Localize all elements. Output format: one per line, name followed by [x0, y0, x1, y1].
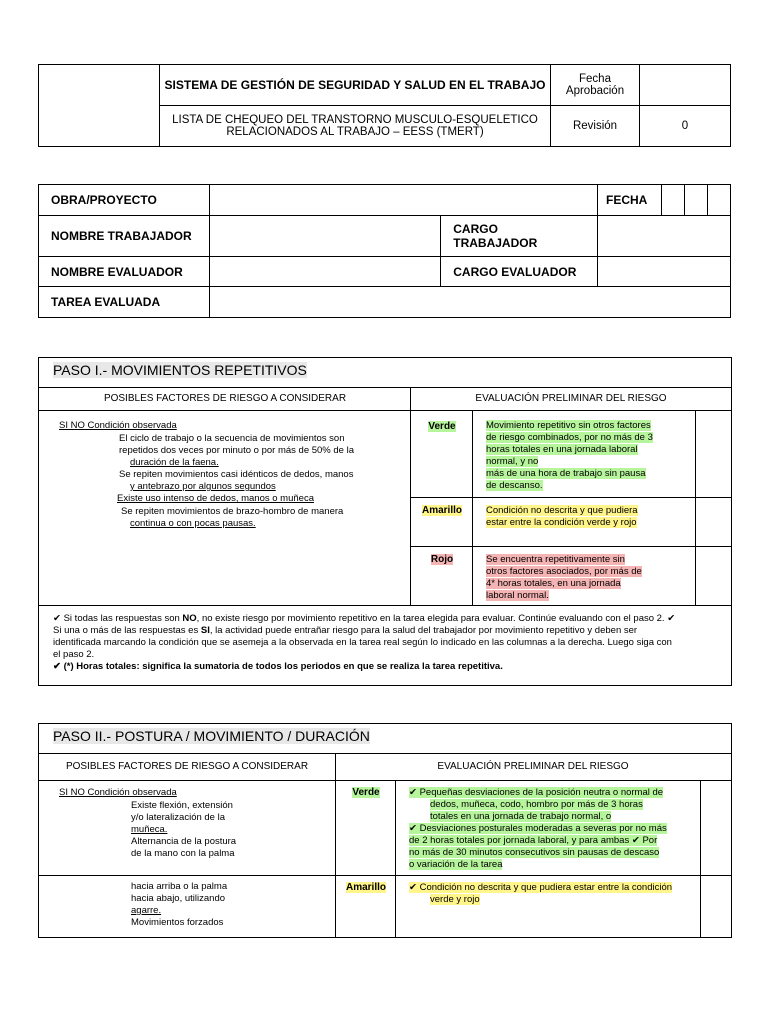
tarea-field[interactable] [209, 287, 730, 318]
paso1-item-1c: duración de la faena. [130, 457, 219, 468]
nombre-trabajador-label: NOMBRE TRABAJADOR [39, 216, 210, 257]
fecha-aprobacion-value[interactable] [640, 65, 731, 106]
paso1-item-4: Se repiten movimientos de brazo-hombro de manera [121, 506, 344, 517]
paso2-item-2: hacia arriba o la palma hacia abajo, utilizando agarre. Movimientos forzados [131, 881, 228, 928]
cargo-trabajador-label: CARGO TRABAJADOR [441, 216, 598, 257]
paso1-verde-text: Movimiento repetitivo sin otros factores de riesgo combinados, por no más de 3 horas totales en una jornada laboral normal, y no más de una hora de trabajo sin pausa de descanso. [486, 420, 653, 491]
fecha-label: FECHA [597, 185, 661, 216]
paso2-title: PASO II.- POSTURA / MOVIMIENTO / DURACIÓN [53, 728, 370, 744]
paso1-verde-label: Verde [428, 421, 456, 432]
paso2-amarillo-text: ✔ Condición no descrita y que pudiera estar entre la condición verde y rojo [409, 882, 673, 905]
fecha-day[interactable] [661, 185, 684, 216]
paso2-verde-label: Verde [352, 787, 380, 798]
fecha-aprobacion-label: Fecha Aprobación [551, 65, 640, 106]
paso1-condition-header: SI NO Condición observada [59, 420, 177, 431]
paso1-amarillo-label: Amarillo [421, 505, 462, 516]
paso1-amarillo-text: Condición no descrita y que pudiera estar entre la condición verde y rojo [486, 505, 638, 528]
paso1-col-left: POSIBLES FACTORES DE RIESGO A CONSIDERAR [103, 393, 347, 404]
paso1-item-1b: repetidos dos veces por minuto o por más de 50% de la [119, 445, 354, 456]
paso2-verde-text: ✔ Pequeñas desviaciones de la posición neutra o normal de dedos, muñeca, codo, hombro por más de 3 horas totales en una jornada de trabajo normal, o ✔ Desviaciones posturales moderadas a severas por no más de 2 horas totales por jornada laboral, y para ambas ✔ Por no más de 30 minutos consecutivos sin pausas de descaso o variación de la tarea [409, 787, 667, 870]
nombre-trabajador-field[interactable] [209, 216, 440, 257]
paso1-item-4b: continua o con pocas pausas. [130, 518, 256, 529]
paso1-title: PASO I.- MOVIMIENTOS REPETITIVOS [53, 362, 307, 378]
paso1-item-1: El ciclo de trabajo o la secuencia de movimientos son [119, 433, 345, 444]
paso1-column-headers [39, 387, 731, 411]
paso1-item-2: Se repiten movimientos casi idénticos de dedos, manos [119, 469, 354, 480]
paso1-rojo-text: Se encuentra repetitivamente sin otros factores asociados, por más de 4* horas totales, en una jornada laboral normal. [486, 554, 642, 601]
paso1-item-2b: y antebrazo por algunos segundos [130, 481, 276, 492]
paso2-column-headers [39, 753, 731, 781]
paso2-col-right: EVALUACIÓN PRELIMINAR DEL RIESGO [437, 761, 629, 772]
paso1-notes: ✔ Si todas las respuestas son NO, no existe riesgo por movimiento repetitivo en la tarea elegida para evaluar. Continúe evaluando con el paso 2. ✔ Si una o más de las respuestas es SI, la actividad puede entrañar riesgo para la salud del trabajador por movimiento repetitivo y deben ser identificada marcando la condición que se asemeja a la observada en la tarea real según lo indicado en las columnas a la derecha. Luego siga con el paso 2. ✔ (*) Horas totales: significa la sumatoria de todos los periodos en que se realiza la tarea repetitiva. [53, 613, 676, 672]
obra-label: OBRA/PROYECTO [39, 185, 210, 216]
fecha-year[interactable] [707, 185, 730, 216]
info-table [38, 184, 731, 318]
cargo-evaluador-field[interactable] [597, 257, 730, 287]
system-title: SISTEMA DE GESTIÓN DE SEGURIDAD Y SALUD EN EL TRABAJO [160, 65, 551, 106]
paso1-section [38, 357, 732, 686]
paso1-item-3: Existe uso intenso de dedos, manos o muñeca [117, 493, 314, 504]
fecha-month[interactable] [684, 185, 707, 216]
paso2-condition-header: SI NO Condición observada [59, 787, 177, 798]
nombre-evaluador-label: NOMBRE EVALUADOR [39, 257, 210, 287]
revision-label: Revisión [551, 106, 640, 147]
document-header-table [38, 64, 731, 147]
paso2-col-left: POSIBLES FACTORES DE RIESGO A CONSIDERAR [65, 761, 309, 772]
nombre-evaluador-field[interactable] [209, 257, 440, 287]
tarea-label: TAREA EVALUADA [39, 287, 210, 318]
paso1-col-right: EVALUACIÓN PRELIMINAR DEL RIESGO [475, 393, 667, 404]
cargo-trabajador-field[interactable] [597, 216, 730, 257]
obra-field[interactable] [209, 185, 597, 216]
cargo-evaluador-label: CARGO EVALUADOR [441, 257, 598, 287]
paso1-rojo-label: Rojo [430, 554, 454, 565]
document-title: LISTA DE CHEQUEO DEL TRANSTORNO MUSCULO-ESQUELETICO RELACIONADOS AL TRABAJO – EESS (TMERT) [160, 106, 551, 147]
paso2-item-1: Existe flexión, extensión y/o lateralización de la muñeca. Alternancia de la postura de la mano con la palma [131, 800, 237, 859]
revision-value: 0 [640, 106, 731, 147]
logo-cell [39, 65, 160, 147]
paso2-amarillo-label: Amarillo [345, 882, 386, 893]
paso2-section [38, 723, 732, 938]
